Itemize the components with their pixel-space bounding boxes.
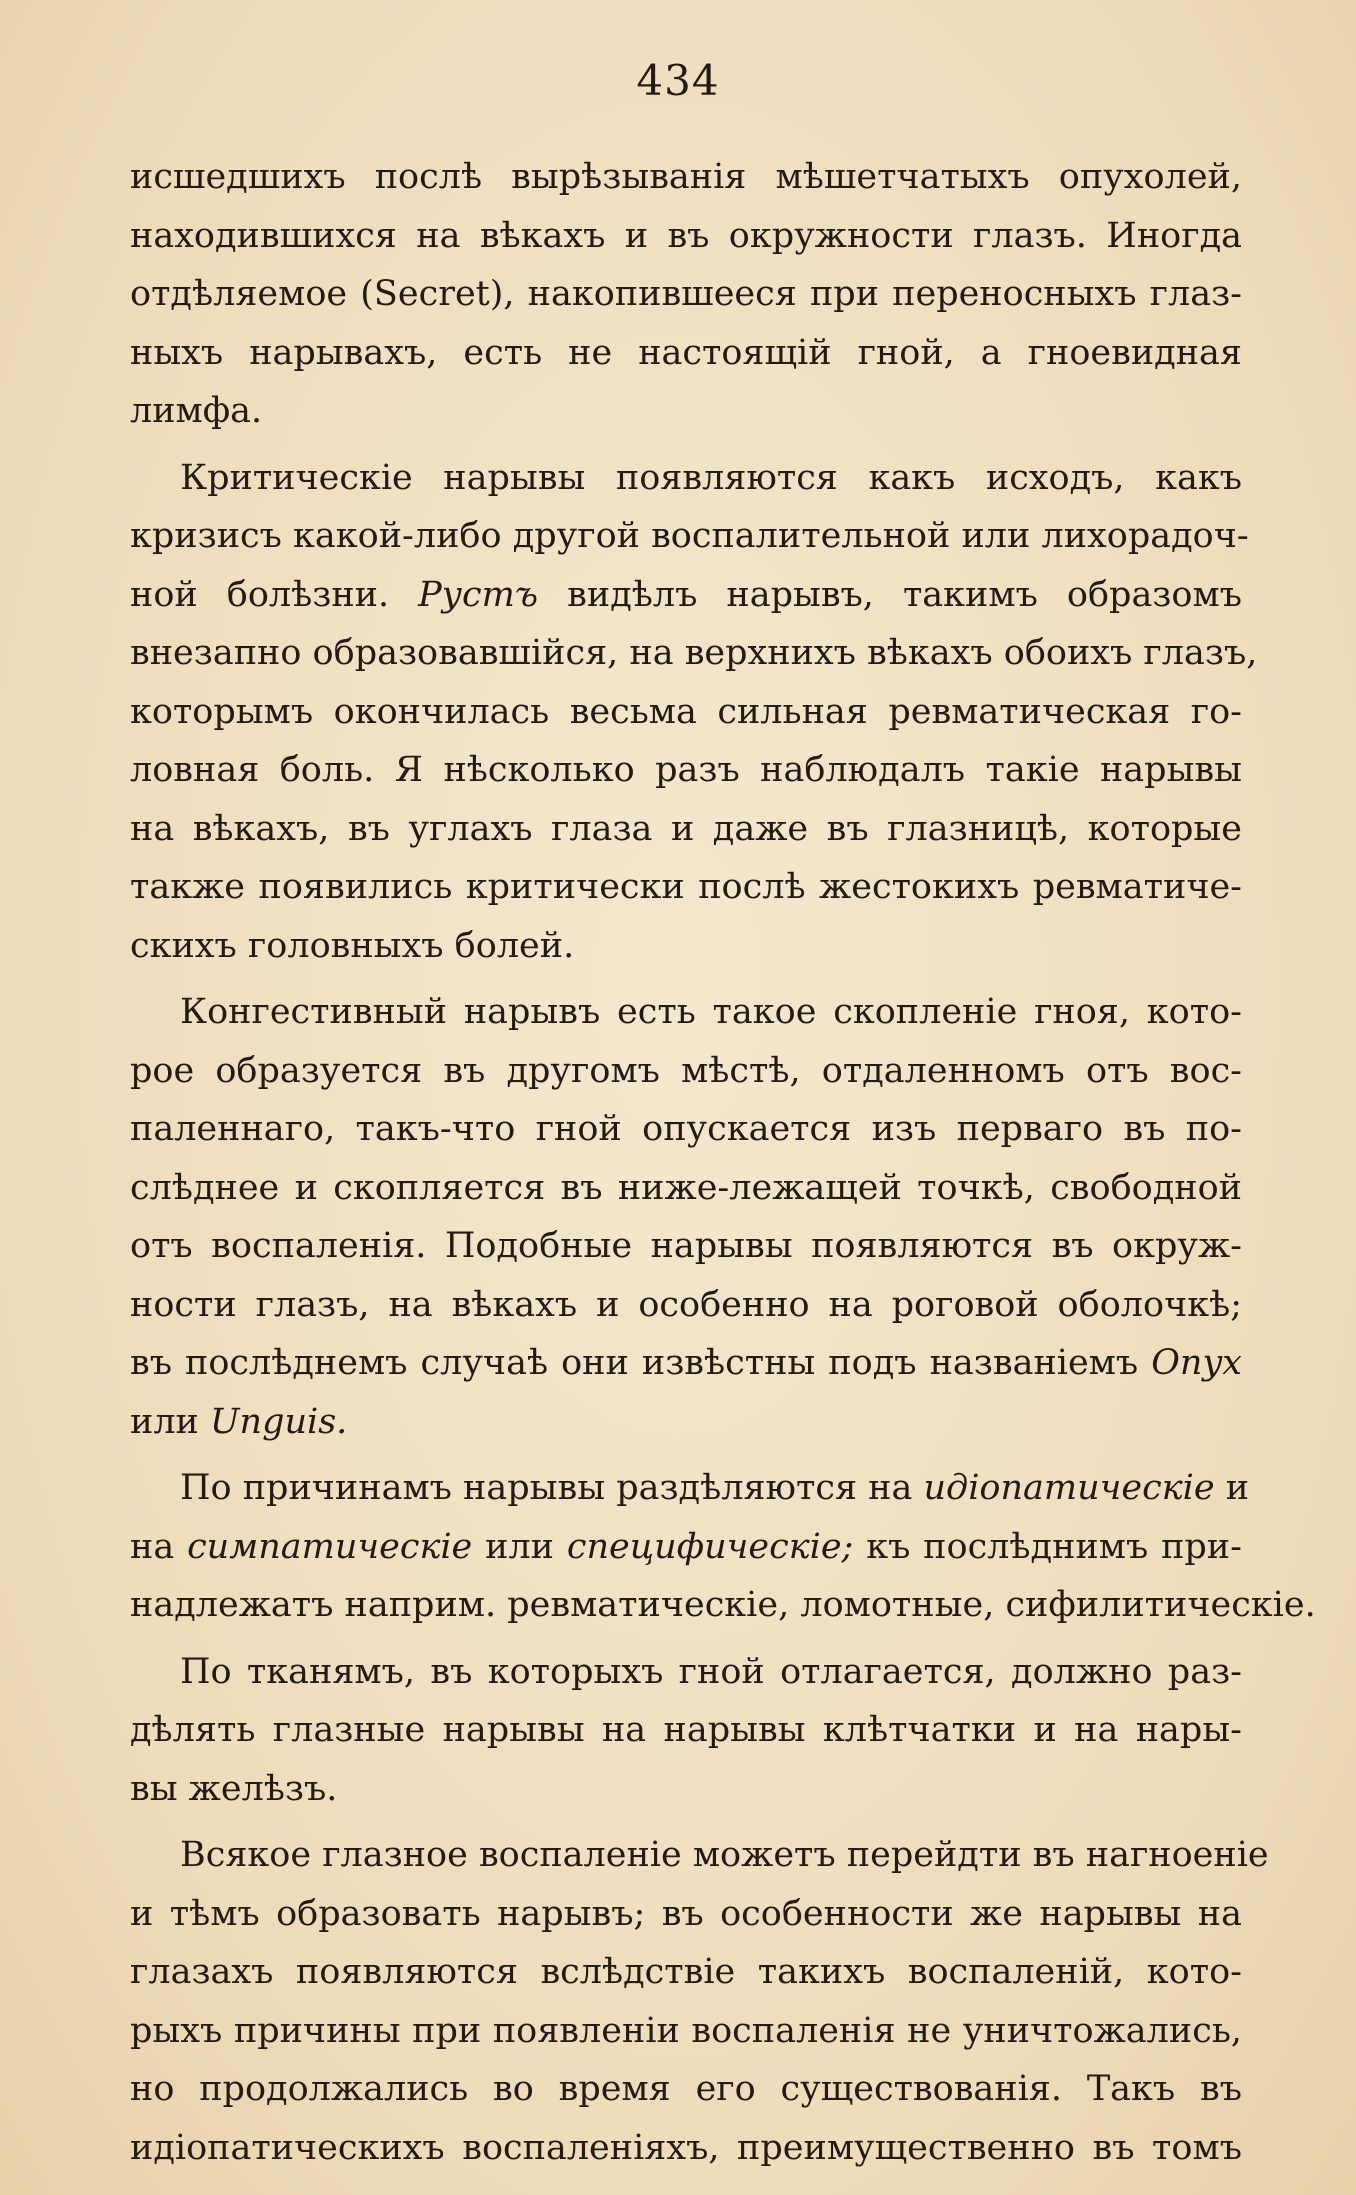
- text-line: и тѣмъ образовать нарывъ; въ особенности же нарывы на: [130, 1893, 1242, 1934]
- text-run: къ послѣднимъ при-: [866, 1526, 1242, 1567]
- text-line: дѣлять глазные нарывы на нарывы клѣтчатки и на нары-: [130, 1710, 1242, 1750]
- text-line: внезапно образовавшійся, на верхнихъ вѣкахъ обоихъ глазъ,: [130, 633, 1258, 673]
- text-line: рое образуется въ другомъ мѣстѣ, отдаленномъ отъ вос-: [130, 1050, 1242, 1091]
- text-line: которымъ окончилась весьма сильная ревматическая го-: [130, 691, 1242, 732]
- text-line: исшедшихъ послѣ вырѣзыванія мѣшетчатыхъ опухолей,: [130, 157, 1242, 197]
- paragraph-1: [130, 148, 1242, 441]
- paragraph-3: [130, 983, 1242, 1451]
- text-line: ловная боль. Я нѣсколько разъ наблюдалъ такіе нарывы: [130, 750, 1242, 790]
- term-italic: специфическіе;: [566, 1526, 854, 1567]
- paragraph-2: [130, 449, 1258, 976]
- text-line: находившихся на вѣкахъ и въ окружности глазъ. Иногда: [130, 215, 1242, 256]
- text-line: [130, 1459, 1250, 1518]
- body-text: [130, 148, 1316, 2177]
- text-line: [130, 1393, 1242, 1452]
- text-line: лимфа.: [130, 391, 263, 431]
- text-line: [130, 1518, 1242, 1577]
- text-run: или: [485, 1526, 555, 1567]
- text-run: видѣлъ нарывъ, такимъ образомъ: [567, 574, 1242, 615]
- text-run: ной болѣзни.: [130, 574, 390, 615]
- text-line: отдѣляемое (Secret), накопившееся при переносныхъ глаз-: [130, 274, 1242, 314]
- text-line: паленнаго, такъ-что гной опускается изъ перваго въ по-: [130, 1109, 1242, 1149]
- text-line: также появились критически послѣ жестокихъ ревматиче-: [130, 867, 1242, 907]
- text-line: глазахъ появляются вслѣдствіе такихъ воспаленій, кото-: [130, 1952, 1242, 1992]
- paragraph-6: [130, 1826, 1269, 2177]
- text-line: отъ воспаленія. Подобные нарывы появляются въ окруж-: [130, 1226, 1242, 1266]
- text-line: ныхъ нарывахъ, есть не настоящій гной, а гноевидная: [130, 332, 1242, 373]
- paragraph-4: [130, 1459, 1316, 1635]
- term-italic: идіопатическіе: [923, 1468, 1215, 1508]
- text-line: [130, 566, 1242, 625]
- text-run: на: [130, 1526, 175, 1567]
- term-latin: Onyx: [1151, 1343, 1242, 1383]
- page-number: 434: [636, 56, 720, 105]
- text-line: [130, 1334, 1242, 1393]
- text-line: Всякое глазное воспаленіе можетъ перейдти въ нагноеніе: [180, 1835, 1269, 1875]
- text-line: По тканямъ, въ которыхъ гной отлагается, должно раз-: [180, 1651, 1242, 1692]
- text-run: По причинамъ нарывы раздѣляются на: [180, 1468, 913, 1508]
- term-latin: Unguis.: [210, 1401, 348, 1442]
- text-line: кризисъ какой-либо другой воспалительной или лихорадоч-: [130, 516, 1249, 556]
- term-italic: симпатическіе: [187, 1526, 473, 1567]
- text-line: рыхъ причины при появленіи воспаленія не уничтожались,: [130, 2010, 1242, 2051]
- text-line: вы желѣзъ.: [130, 1768, 338, 1809]
- text-line: Конгестивный нарывъ есть такое скопленіе гноя, кото-: [180, 992, 1242, 1032]
- text-line: на вѣкахъ, въ углахъ глаза и даже въ глазницѣ, которые: [130, 808, 1242, 849]
- text-line: Критическіе нарывы появляются какъ исходъ, какъ: [180, 457, 1242, 498]
- text-line: скихъ головныхъ болей.: [130, 925, 575, 966]
- text-line: но продолжались во время его существованія. Такъ въ: [130, 2069, 1242, 2109]
- text-run: и: [1225, 1468, 1250, 1508]
- text-line: слѣднее и скопляется въ ниже-лежащей точкѣ, свободной: [130, 1167, 1242, 1208]
- paragraph-5: [130, 1643, 1242, 1819]
- text-run: или: [130, 1401, 199, 1442]
- text-line: идіопатическихъ воспаленіяхъ, преимущественно въ томъ: [130, 2127, 1242, 2168]
- text-run: въ послѣднемъ случаѣ они извѣстны подъ названіемъ: [130, 1343, 1139, 1383]
- text-line: ности глазъ, на вѣкахъ и особенно на роговой оболочкѣ;: [130, 1284, 1242, 1325]
- author-name: Рустъ: [418, 574, 539, 615]
- text-line: надлежатъ наприм. ревматическіе, ломотные, сифилитическіе.: [130, 1585, 1316, 1625]
